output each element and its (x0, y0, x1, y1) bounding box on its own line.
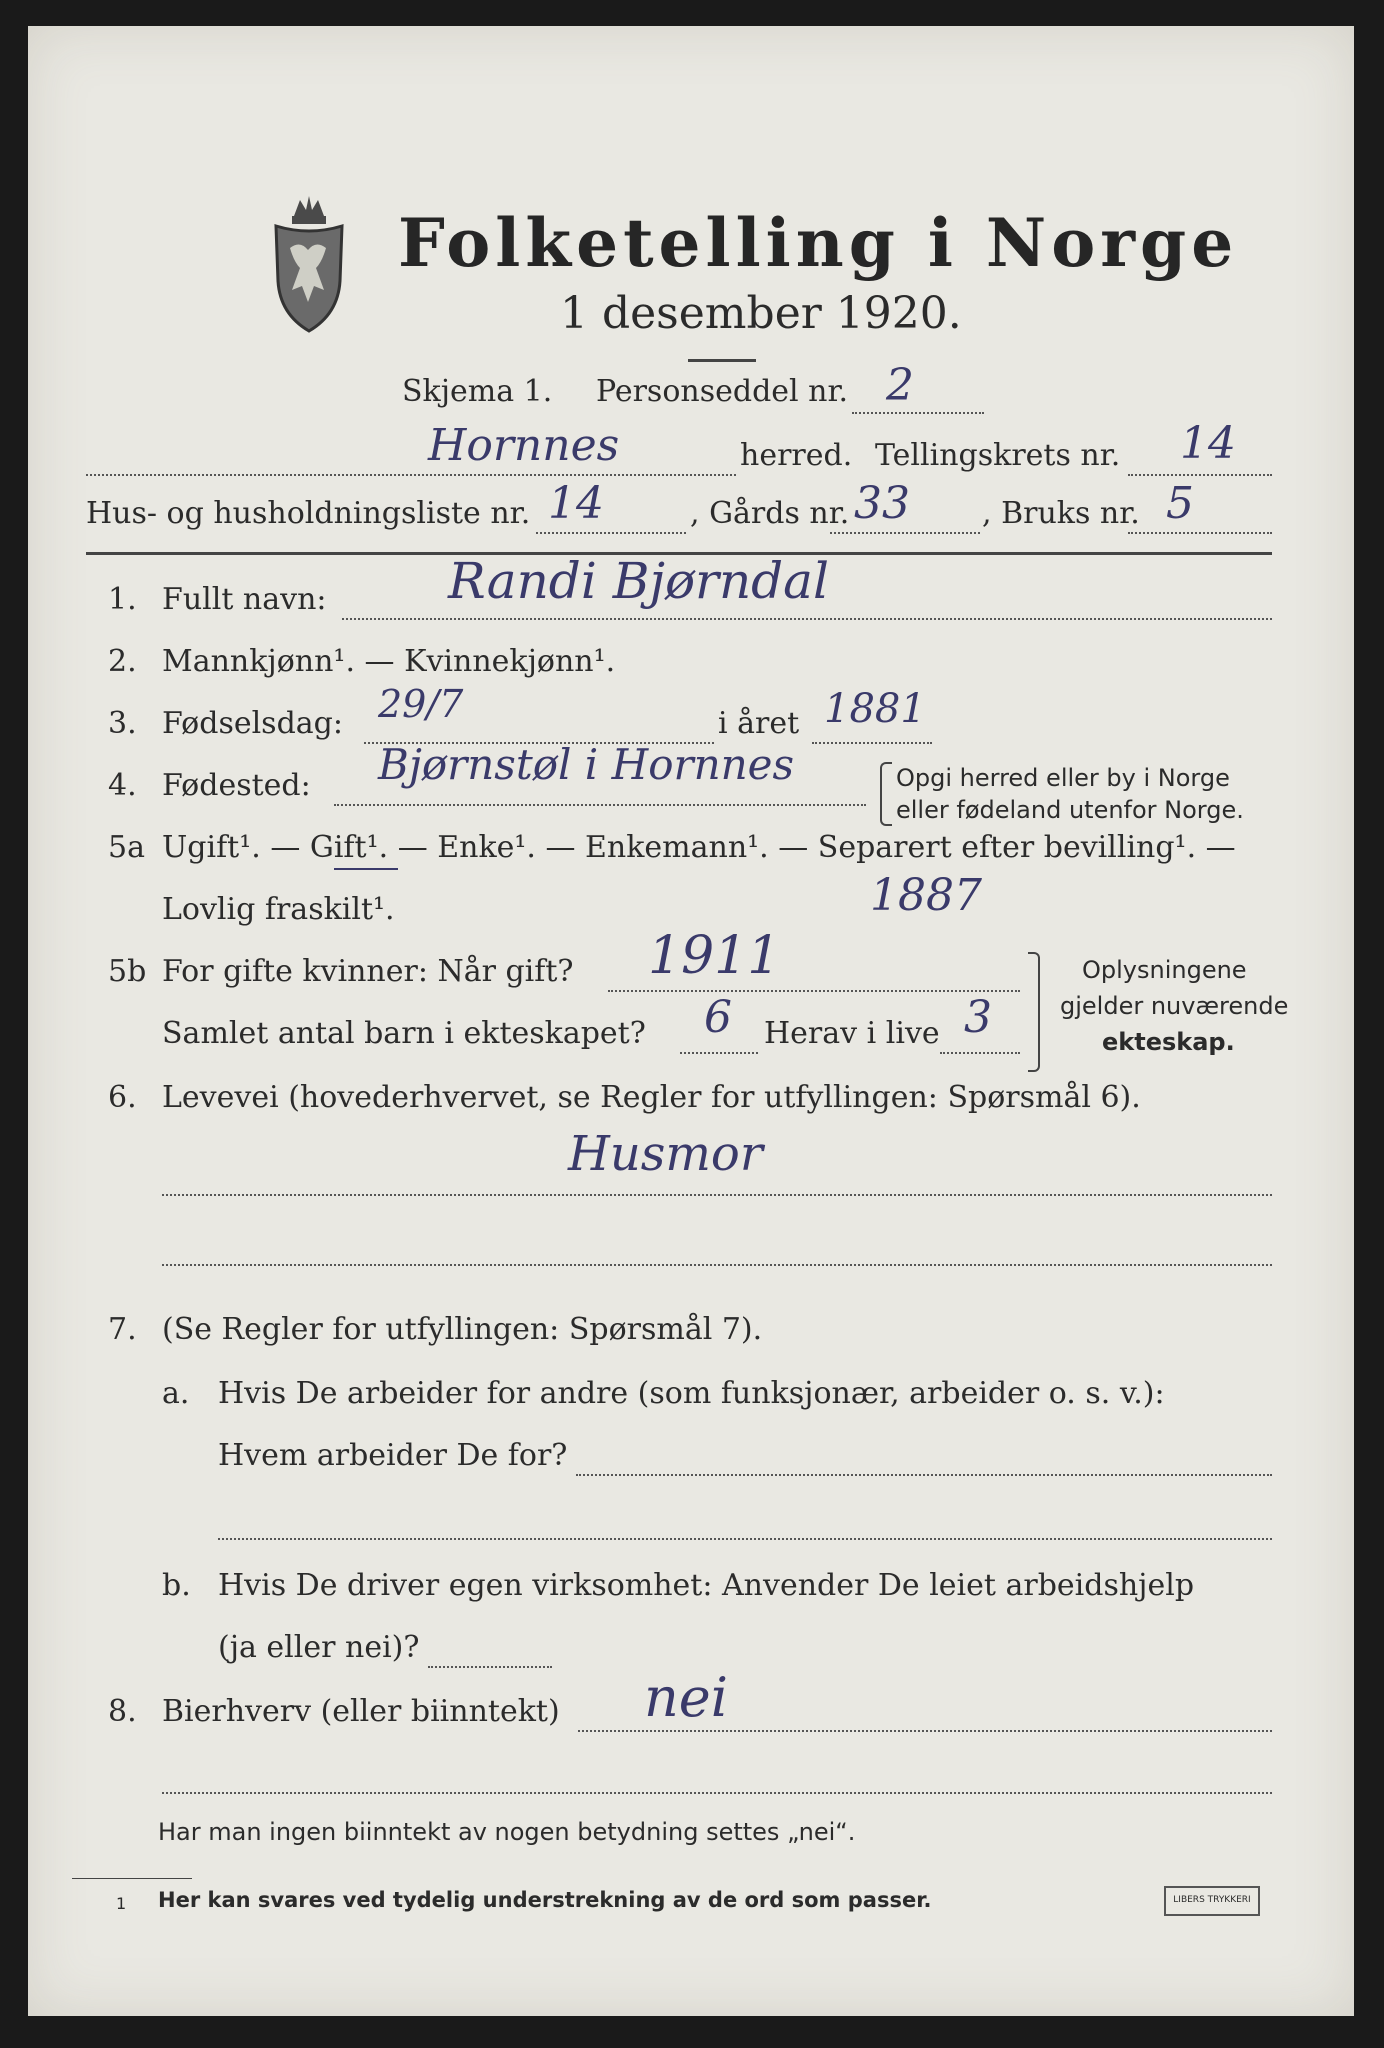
q7-label: (Se Regler for utfyllingen: Spørsmål 7). (162, 1312, 763, 1347)
tellingskrets-value[interactable]: 14 (1180, 418, 1236, 469)
printer-stamp: LIBERS TRYKKERI (1164, 1886, 1260, 1916)
gards-value[interactable]: 33 (854, 478, 910, 529)
gender-options: Mannkjønn¹. — Kvinnekjønn¹. (162, 644, 616, 679)
side-income-label: Bierhverv (eller biinntekt) (162, 1694, 560, 1729)
bruks-label: , Bruks nr. (982, 496, 1140, 531)
marriage-note-1: Oplysningene (1082, 956, 1247, 984)
q5b-number: 5b (108, 954, 147, 989)
marital-options: Ugift¹. — Gift¹. — Enke¹. — Enkemann¹. — Separert efter bevilling¹. — (162, 830, 1236, 865)
herred-line (86, 474, 736, 476)
q7b-number: b. (162, 1568, 191, 1603)
side-income-line (578, 1730, 1272, 1732)
married-year-value[interactable]: 1911 (648, 926, 781, 986)
bruks-line (1128, 532, 1272, 534)
marital-options-2: Lovlig fraskilt¹. (162, 892, 395, 927)
birthplace-note-2: eller fødeland utenfor Norge. (896, 796, 1244, 824)
personseddel-value[interactable]: 2 (886, 360, 914, 411)
birth-year-value[interactable]: 1881 (824, 686, 926, 732)
q4-line (334, 804, 866, 806)
personseddel-label: Personseddel nr. (596, 374, 849, 409)
occupation-line-1 (162, 1194, 1272, 1196)
q1-label: Fullt navn: (162, 582, 327, 617)
census-date: 1 desember 1920. (560, 288, 962, 339)
q7a-line-1: Hvis De arbeider for andre (som funksjonær, arbeider o. s. v.): (218, 1376, 1165, 1411)
side-income-line-2 (162, 1792, 1272, 1794)
coat-of-arms-icon (254, 186, 364, 336)
footer-note: Har man ingen biinntekt av nogen betydning settes „nei“. (158, 1818, 856, 1846)
q4-label: Fødested: (162, 768, 311, 803)
q8-number: 8. (108, 1694, 137, 1729)
q7b-line-2: (ja eller nei)? (218, 1630, 420, 1665)
married-line (608, 990, 1020, 992)
year-label: i året (718, 706, 800, 741)
schema-label: Skjema 1. (402, 374, 553, 409)
employer-line (576, 1474, 1272, 1476)
bruks-value[interactable]: 5 (1166, 478, 1194, 529)
employer-line-2 (218, 1538, 1272, 1540)
q6-number: 6. (108, 1080, 137, 1115)
husliste-value[interactable]: 14 (548, 478, 604, 529)
personseddel-line (852, 412, 984, 414)
children-line (680, 1052, 758, 1054)
full-name-value[interactable]: Randi Bjørndal (448, 552, 829, 610)
herred-label: herred. (740, 438, 853, 473)
gift-underline (334, 868, 398, 870)
occupation-label: Levevei (hovederhvervet, se Regler for utfyllingen: Spørsmål 6). (162, 1080, 1141, 1115)
occupation-line-2 (162, 1264, 1272, 1266)
q1-number: 1. (108, 582, 137, 617)
q3-label: Fødselsdag: (162, 706, 343, 741)
footnote-divider (72, 1878, 192, 1879)
married-label: For gifte kvinner: Når gift? (162, 954, 574, 989)
tellingskrets-line (1128, 474, 1272, 476)
q2-number: 2. (108, 644, 137, 679)
q1-line (342, 618, 1272, 620)
hired-help-line (428, 1666, 552, 1668)
year-line (812, 742, 932, 744)
q4-number: 4. (108, 768, 137, 803)
alive-label: Herav i live (764, 1016, 940, 1051)
q7a-line-2: Hvem arbeider De for? (218, 1438, 568, 1473)
q7a-number: a. (162, 1376, 190, 1411)
gards-label: , Gårds nr. (690, 496, 850, 531)
form-title: Folketelling i Norge (398, 204, 1239, 282)
herred-value[interactable]: Hornnes (428, 420, 620, 471)
q3-number: 3. (108, 706, 137, 741)
gards-line (830, 532, 980, 534)
q5a-number: 5a (108, 830, 145, 865)
footnote-number: 1 (116, 1894, 127, 1913)
marriage-brace (1028, 952, 1040, 1072)
husliste-label: Hus- og husholdningsliste nr. (86, 496, 531, 531)
birthplace-note-1: Opgi herred eller by i Norge (896, 764, 1230, 792)
occupation-value[interactable]: Husmor (568, 1126, 763, 1182)
birthplace-value[interactable]: Bjørnstøl i Hornnes (378, 740, 795, 789)
children-label: Samlet antal barn i ekteskapet? (162, 1016, 646, 1051)
alive-value[interactable]: 3 (964, 992, 992, 1043)
q7b-line-1: Hvis De driver egen virksomhet: Anvender De leiet arbeidshjelp (218, 1568, 1195, 1603)
birthplace-brace (880, 762, 892, 826)
marriage-note-3: ekteskap. (1102, 1028, 1235, 1056)
q7-number: 7. (108, 1312, 137, 1347)
title-divider (688, 359, 756, 362)
side-income-value[interactable]: nei (644, 1666, 729, 1729)
children-value[interactable]: 6 (704, 992, 732, 1043)
marriage-note-2: gjelder nuværende (1060, 992, 1289, 1020)
alive-line (940, 1052, 1020, 1054)
birthdate-value[interactable]: 29/7 (378, 682, 464, 726)
census-form-page (28, 26, 1354, 2016)
husliste-line (536, 532, 686, 534)
footnote-text: Her kan svares ved tydelig understrekning av de ord som passer. (158, 1888, 932, 1912)
tellingskrets-label: Tellingskrets nr. (875, 438, 1121, 473)
marriage-extra-value[interactable]: 1887 (870, 870, 982, 921)
